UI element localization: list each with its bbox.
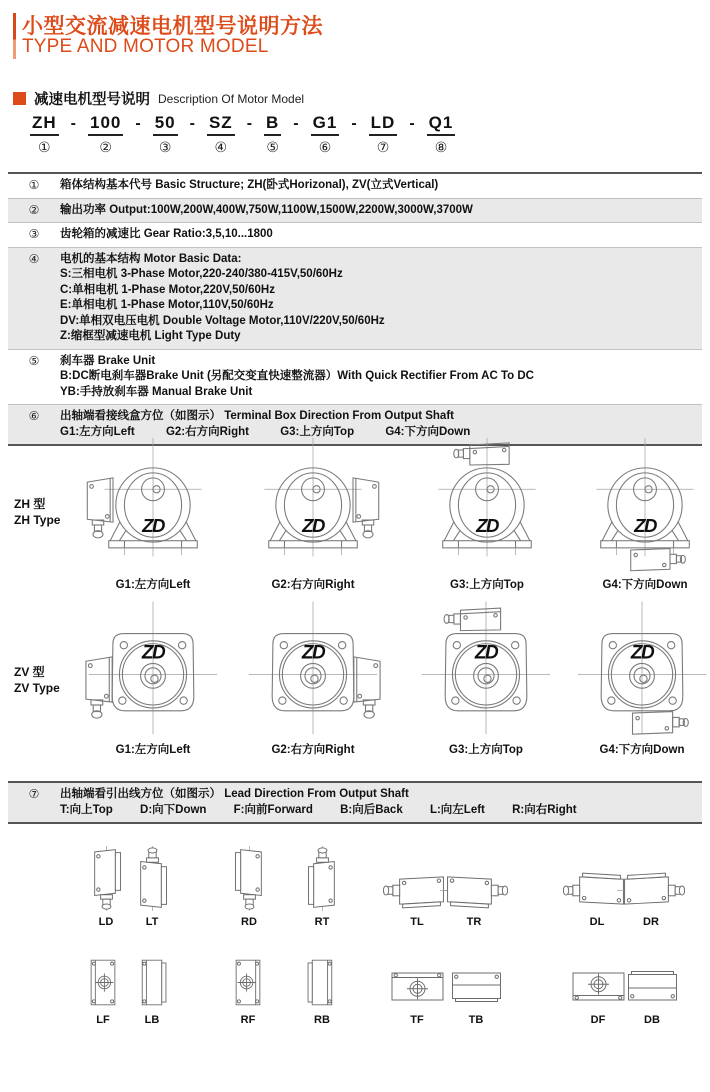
spec-row-basic-structure bbox=[8, 174, 702, 198]
section-heading bbox=[13, 88, 304, 109]
lead-box-label: RB bbox=[314, 1014, 330, 1026]
terminal-box-drawing bbox=[302, 956, 342, 1009]
motor-figure-label: G1:左方向Left bbox=[115, 744, 191, 756]
option-g3: G3:上方向Top bbox=[280, 425, 355, 438]
lead-box-label: DF bbox=[590, 1014, 606, 1026]
segment-code: Q1 bbox=[427, 113, 456, 136]
spec-text: S:三相电机 3-Phase Motor,220-240/380-415V,50/60Hz bbox=[60, 268, 343, 280]
segment-number: ⑥ bbox=[318, 139, 332, 155]
motor-figure-label: G1:左方向Left bbox=[115, 579, 191, 591]
zv-type-en: ZV Type bbox=[14, 681, 60, 695]
motor-figure-zh-g4 bbox=[550, 435, 710, 592]
zd-logo: ZD bbox=[302, 515, 324, 537]
zd-logo: ZD bbox=[630, 642, 654, 664]
terminal-box-drawing bbox=[302, 846, 343, 911]
zh-motor-row bbox=[0, 435, 710, 595]
lead-box-tr bbox=[434, 846, 514, 928]
lead-direction-row bbox=[8, 781, 702, 824]
segment-separator: - bbox=[409, 115, 415, 132]
lead-box-rb bbox=[282, 956, 362, 1026]
model-segment-3 bbox=[153, 113, 178, 156]
segment-code: G1 bbox=[311, 113, 340, 136]
option-f: F:向前Forward bbox=[233, 803, 313, 816]
lead-box-label: LT bbox=[145, 916, 159, 928]
spec-text: 刹车器 Brake Unit bbox=[60, 354, 156, 367]
segment-number: ⑦ bbox=[376, 139, 390, 155]
motor-figure-label: G2:右方向Right bbox=[271, 579, 355, 591]
lead-options bbox=[60, 803, 696, 819]
title-accent-bar bbox=[13, 13, 16, 59]
motor-figure-zh-g2 bbox=[218, 435, 408, 592]
spec-row-motor-basic-data bbox=[8, 247, 702, 349]
motor-figure-zv-g4 bbox=[547, 600, 710, 757]
zd-logo: ZD bbox=[474, 642, 498, 664]
zd-logo: ZD bbox=[141, 642, 165, 664]
section-heading-en: Description Of Motor Model bbox=[158, 91, 305, 106]
option-g2: G2:右方向Right bbox=[165, 425, 250, 438]
lead-box-rt bbox=[282, 846, 362, 928]
lead-box-dr bbox=[611, 846, 691, 928]
spec-text: 输出功率 Output:100W,200W,400W,750W,1100W,1500W,2200W,3000W,3700W bbox=[60, 203, 473, 216]
terminal-box-drawing bbox=[440, 870, 508, 911]
model-segment-8 bbox=[427, 113, 456, 156]
spec-row-gear-ratio bbox=[8, 222, 702, 247]
lead-box-rd bbox=[209, 846, 289, 928]
segment-code: SZ bbox=[207, 113, 235, 136]
lead-box-lt bbox=[112, 846, 192, 928]
motor-figure-label: G4:下方向Down bbox=[602, 579, 688, 591]
segment-number: ② bbox=[99, 139, 112, 155]
terminal-box-drawing bbox=[132, 956, 172, 1009]
model-segment-4 bbox=[207, 113, 235, 156]
lead-box-label: RF bbox=[240, 1014, 256, 1026]
segment-code: LD bbox=[369, 113, 398, 136]
motor-figure-label: G3:上方向Top bbox=[449, 744, 523, 756]
motor-figure-label: G3:上方向Top bbox=[450, 579, 524, 591]
option-r: R:向右Right bbox=[512, 803, 577, 816]
spec-table bbox=[8, 172, 702, 446]
lead-box-label: TB bbox=[468, 1014, 484, 1026]
terminal-box-drawing bbox=[229, 846, 270, 911]
model-code bbox=[30, 113, 455, 156]
lead-title: 出轴端看引出线方位（如图示） Lead Direction From Output Shaft bbox=[60, 788, 409, 800]
spec-text: 齿轮箱的减速比 Gear Ratio:3,5,10...1800 bbox=[60, 228, 273, 240]
terminal-box-drawing bbox=[621, 964, 684, 1009]
zv-g2-drawing bbox=[218, 600, 408, 740]
model-segment-5 bbox=[264, 113, 281, 156]
lead-box-db bbox=[612, 956, 692, 1026]
page-subtitle: TYPE AND MOTOR MODEL bbox=[22, 36, 269, 57]
lead-box-label: LD bbox=[98, 916, 114, 928]
spec-text: 出轴端看接线盒方位（如图示） Terminal Box Direction From Output Shaft bbox=[60, 410, 454, 422]
zv-g4-drawing bbox=[547, 600, 710, 740]
lead-box-label: TR bbox=[466, 916, 482, 928]
model-segment-6 bbox=[311, 113, 340, 156]
spec-text: B:DC断电刹车器Brake Unit (另配交变直快速整流器）With Quick Rectifier From AC To DC bbox=[60, 370, 534, 382]
lead-box-lb bbox=[112, 956, 192, 1026]
zd-logo: ZD bbox=[142, 515, 164, 537]
lead-box-label: RT bbox=[314, 916, 330, 928]
row-number: ⑤ bbox=[28, 353, 40, 368]
zh-g2-drawing bbox=[218, 435, 408, 575]
segment-separator: - bbox=[70, 115, 76, 132]
zh-type-en: ZH Type bbox=[14, 513, 61, 527]
option-g1: G1:左方向Left bbox=[60, 425, 135, 438]
segment-separator: - bbox=[351, 115, 357, 132]
motor-figure-label: G4:下方向Down bbox=[599, 744, 685, 756]
zd-logo: ZD bbox=[634, 515, 656, 537]
option-g4: G4:下方向Down bbox=[385, 425, 471, 438]
motor-figure-label: G2:右方向Right bbox=[271, 744, 355, 756]
lead-box-label: LF bbox=[96, 1014, 110, 1026]
segment-separator: - bbox=[135, 115, 141, 132]
terminal-box-drawing bbox=[445, 964, 508, 1009]
spec-row-brake-unit bbox=[8, 349, 702, 405]
lead-box-label: RD bbox=[241, 916, 257, 928]
terminal-box-drawing bbox=[617, 870, 685, 911]
lead-box-label: DR bbox=[643, 916, 659, 928]
zd-logo: ZD bbox=[301, 642, 325, 664]
segment-number: ① bbox=[38, 139, 51, 155]
segment-number: ⑧ bbox=[434, 139, 448, 155]
option-t: T:向上Top bbox=[60, 803, 113, 816]
option-d: D:向下Down bbox=[140, 803, 207, 816]
lead-box-rf bbox=[208, 956, 288, 1026]
zh-g4-drawing bbox=[550, 435, 710, 575]
segment-number: ⑤ bbox=[266, 139, 279, 155]
spec-text: C:单相电机 1-Phase Motor,220V,50/60Hz bbox=[60, 283, 275, 296]
lead-box-label: DB bbox=[644, 1014, 660, 1026]
spec-text: E:单相电机 1-Phase Motor,110V,50/60Hz bbox=[60, 299, 274, 311]
row-number: ⑦ bbox=[28, 787, 40, 801]
spec-text: 箱体结构基本代号 Basic Structure; ZH(卧式Horizonal), ZV(立式Vertical) bbox=[60, 179, 439, 191]
segment-separator: - bbox=[293, 115, 299, 132]
spec-text: 电机的基本结构 Motor Basic Data: bbox=[60, 252, 242, 265]
row-number: ② bbox=[28, 202, 40, 217]
zv-motor-row bbox=[0, 600, 710, 760]
lead-box-label: TF bbox=[410, 1014, 424, 1026]
terminal-box-drawing bbox=[228, 956, 268, 1009]
segment-code: B bbox=[264, 113, 281, 136]
row-number: ① bbox=[28, 178, 40, 192]
segment-separator: - bbox=[189, 115, 195, 132]
lead-box-label: LB bbox=[144, 1014, 160, 1026]
row-number: ⑥ bbox=[28, 409, 40, 423]
zh-type-cn: ZH 型 bbox=[14, 497, 46, 511]
option-l: L:向左Left bbox=[429, 803, 485, 816]
segment-number: ③ bbox=[158, 139, 172, 155]
segment-separator: - bbox=[246, 115, 253, 132]
section-heading-cn: 减速电机型号说明 bbox=[34, 92, 150, 108]
spec-text: YB:手持放刹车器 Manual Brake Unit bbox=[60, 385, 253, 398]
option-b: B:向后Back bbox=[340, 803, 403, 816]
terminal-box-drawing bbox=[132, 846, 173, 911]
model-segment-7 bbox=[369, 113, 398, 156]
model-segment-2 bbox=[88, 113, 123, 156]
spec-text: DV:单相双电压电机 Double Voltage Motor,110V/220V,50/60Hz bbox=[60, 314, 385, 327]
motor-figure-zv-g2 bbox=[218, 600, 408, 757]
segment-code: ZH bbox=[30, 113, 59, 136]
segment-code: 100 bbox=[88, 113, 123, 136]
segment-number: ④ bbox=[214, 139, 228, 155]
section-bullet-icon bbox=[13, 92, 26, 105]
row-number: ④ bbox=[28, 251, 40, 266]
segment-code: 50 bbox=[153, 113, 178, 136]
lead-box-label: TL bbox=[410, 916, 424, 928]
lead-box-label: DL bbox=[589, 916, 605, 928]
model-segment-1 bbox=[30, 113, 59, 156]
spec-row-output-power bbox=[8, 198, 702, 223]
spec-text: Z:缩框型减速电机 Light Type Duty bbox=[60, 330, 241, 342]
row-number: ③ bbox=[28, 227, 40, 241]
zv-type-cn: ZV 型 bbox=[14, 665, 45, 679]
page-title: 小型交流减速电机型号说明方法 bbox=[22, 15, 323, 38]
zd-logo: ZD bbox=[476, 515, 498, 537]
lead-box-tb bbox=[436, 956, 516, 1026]
